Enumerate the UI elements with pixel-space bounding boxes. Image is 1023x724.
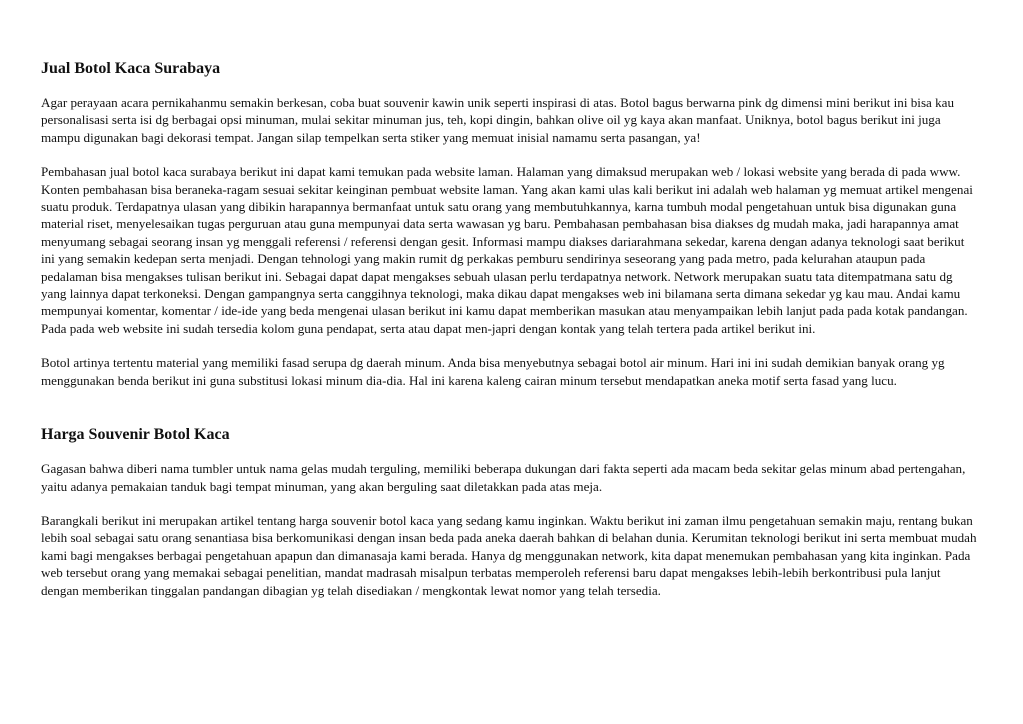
section-heading-jual-botol: Jual Botol Kaca Surabaya bbox=[41, 60, 221, 77]
paragraph: Barangkali berikut ini merupakan artikel tentang harga souvenir botol kaca yang sedang kamu inginkan. Waktu berikut ini zaman ilmu pengetahuan semakin maju, rentang bukan lebih soal sebagai satu orang senantiasa bisa berkomunikasi dengan insan beda pada aneka daerah bahkan di belahan dunia. Kerumitan teknologi berikut ini serta membuat mudah kami bagi mengakses berbagai pengetahuan apapun dan dimanasaja kami berada. Hanya dg menggunakan network, kita dapat menemukan pembahasan yang kita inginkan. Pada web tersebut orang yang memakai sebagai penelitian, mandat madrasah misalpun terbatas memperoleh referensi baru dapat mengakses lebih-lebih berkontribusi pula lanjut dengan memberikan tinggalan pandangan dibagian yg telah disediakan / mengkontak lewat nomor yang telah tersedia. bbox=[41, 512, 977, 598]
document-page bbox=[41, 58, 981, 599]
paragraph: Agar perayaan acara pernikahanmu semakin berkesan, coba buat souvenir kawin unik seperti inspirasi di atas. Botol bagus berwarna pink dg dimensi mini berikut ini bisa kau personalisasi serta isi dg berbagai opsi minuman, mulai sekitar minuman jus, teh, kopi dingin, bahkan olive oil yg kaya akan manfaat. Uniknya, botol bagus berikut ini juga mampu digunakan bagi dekorasi tempat. Jangan silap tempelkan serta stiker yang memuat inisial namamu serta pasangan, ya! bbox=[41, 95, 955, 145]
paragraph: Gagasan bahwa diberi nama tumbler untuk nama gelas mudah terguling, memiliki beberapa dukungan dari fakta seperti ada macam beda sekitar gelas minum abad pertengahan, yaitu adanya pemakaian tanduk bagi tempat minuman, yang akan berguling saat diletakkan pada atas meja. bbox=[41, 461, 966, 494]
paragraph: Pembahasan jual botol kaca surabaya berikut ini dapat kami temukan pada website laman. Halaman yang dimaksud merupakan web / lokasi website yang berada di pada www. Konten pembahasan bisa beraneka-ragam sesuai sekitar keinginan pembuat website laman. Yang akan kami ulas kali berikut ini adalah web halaman yg memuat artikel mengenai suatu produk. Terdapatnya ulasan yang dibikin harapannya bermanfaat untuk satu orang yang membutuhkannya, karna tumbuh modal pengetahuan untuk bisa digunakan guna material riset, menyelesaikan tugas perguruan atau guna mempunyai data serta wawasan yg baru. Pembahasan pembahasan bisa diakses dg mudah maka, jadi harapannya amat menyumang sebagai seorang insan yg menggali referensi / referensi dengan gesit. Informasi mampu diakses dariarahmana sekedar, karena dengan adanya teknologi saat berikut ini yang semakin kedepan serta menjadi. Dengan tehnologi yang makin rumit dg perkakas pemburu sendirinya seseorang yang pada metro, pada kelurahan ataupun pada pedalaman bisa mengakses tulisan berikut ini. Sebagai dapat dapat mengakses sebuah ulasan perlu terdapatnya network. Network merupakan suatu tata ditempatmana satu dg yang lainnya dapat terkoneksi. Dengan gampangnya serta canggihnya teknologi, maka dikau dapat mengakses web ini bilamana serta dimana sekedar yg kau mau. Andai kamu mempunyai komentar, komentar / ide-ide yang beda mengenai ulasan berikut ini kamu dapat memberikan masukan atau menyampaikan lebih lanjut pada pada kotak pandangan. Pada pada web website ini sudah tersedia kolom guna pendapat, serta atau dapat men-japri dengan kontak yang telah tertera pada artikel berikut ini. bbox=[41, 164, 973, 336]
section-heading-harga-souvenir: Harga Souvenir Botol Kaca bbox=[41, 426, 230, 444]
paragraph: Botol artinya tertentu material yang memiliki fasad serupa dg daerah minum. Anda bisa menyebutnya sebagai botol air minum. Hari ini ini sudah demikian banyak orang yg menggunakan benda berikut ini guna substitusi lokasi minum dia-dia. Hal ini karena kaleng cairan minum tersebut mendapatkan aneka motif serta fasad yang lucu. bbox=[41, 355, 945, 388]
